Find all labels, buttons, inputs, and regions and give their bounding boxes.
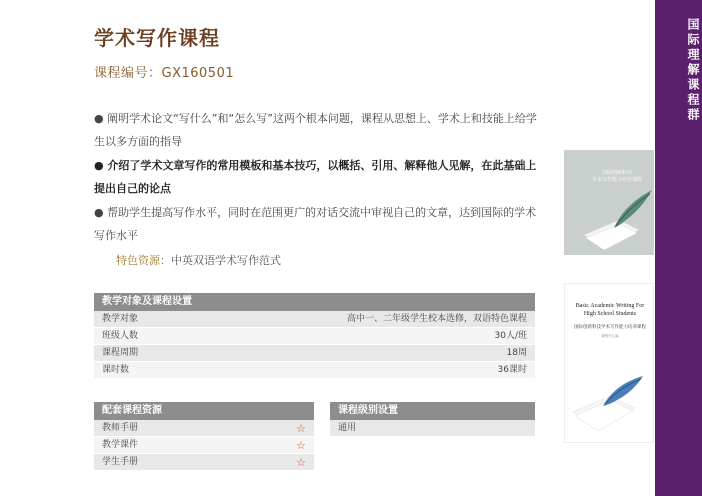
feature-value: 中英双语学术写作范式 xyxy=(171,254,281,267)
cover-text: 国际创新科技 学术写作能力培养课程 xyxy=(591,170,642,183)
course-title: 学术写作课程 xyxy=(94,26,220,50)
row-key: 班级人数 xyxy=(102,331,139,341)
book-cover-english xyxy=(564,283,654,443)
row-value: 30人/班 xyxy=(494,331,527,341)
settings-table xyxy=(94,293,535,379)
quill-book-illustration xyxy=(565,284,655,444)
table-row xyxy=(94,345,535,362)
table-row xyxy=(94,311,535,328)
row-key: 教学对象 xyxy=(102,314,139,324)
row-key: 课程周期 xyxy=(102,348,139,358)
cover-author: 课程中心编 xyxy=(601,334,619,338)
settings-header: 教学对象及课程设置 xyxy=(94,293,535,311)
bullet-2: ● 介绍了学术文章写作的常用模板和基本技巧，以概括、引用、解释他人见解，在此基础上提出自己的论点 xyxy=(94,159,537,195)
table-row xyxy=(94,328,535,345)
feature-resource xyxy=(116,249,544,272)
table-row xyxy=(330,420,535,437)
resources-header: 配套课程资源 xyxy=(94,402,314,420)
row-key: 课时数 xyxy=(102,365,130,375)
level-table xyxy=(330,402,535,437)
category-sidebar xyxy=(655,0,702,496)
row-key: 教师手册 xyxy=(102,423,139,433)
description-list xyxy=(94,107,544,272)
bullet-1: ● 阐明学术论文“写什么”和“怎么写”这两个根本问题，课程从思想上、学术上和技能上给学生以多方面的指导 xyxy=(94,112,537,148)
feature-label: 特色资源： xyxy=(116,254,171,267)
settings-body xyxy=(94,311,535,379)
course-code: 课程编号：GX160501 xyxy=(94,66,235,81)
row-key: 学生手册 xyxy=(102,457,139,467)
book-cover-front xyxy=(564,150,654,255)
table-row xyxy=(94,454,314,471)
star-icon: ☆ xyxy=(296,439,306,452)
star-icon: ☆ xyxy=(296,456,306,469)
row-value: 高中一、二年级学生校本选修，双语特色课程 xyxy=(346,314,527,324)
sidebar-label: 国际理解课程群 xyxy=(686,18,700,123)
quill-book-illustration xyxy=(564,150,654,255)
table-row xyxy=(94,420,314,437)
level-header: 课程级别设置 xyxy=(330,402,535,420)
table-row xyxy=(94,437,314,454)
level-body xyxy=(330,420,535,437)
level-value: 通用 xyxy=(338,423,357,433)
table-row xyxy=(94,362,535,379)
row-value: 36课时 xyxy=(497,365,527,375)
row-key: 教学课件 xyxy=(102,440,139,450)
row-value: 18周 xyxy=(506,348,527,358)
resources-table xyxy=(94,402,314,471)
cover-title: Basic Academic Writing For High School Students xyxy=(575,303,645,317)
resources-body xyxy=(94,420,314,471)
bullet-3: ● 帮助学生提高写作水平，同时在范围更广的对话交流中审视自己的文章，达到国际的学术写作水平 xyxy=(94,206,537,242)
star-icon: ☆ xyxy=(296,422,306,435)
cover-subtitle: 国际创新科技学术写作能力培养课程 xyxy=(574,325,646,330)
